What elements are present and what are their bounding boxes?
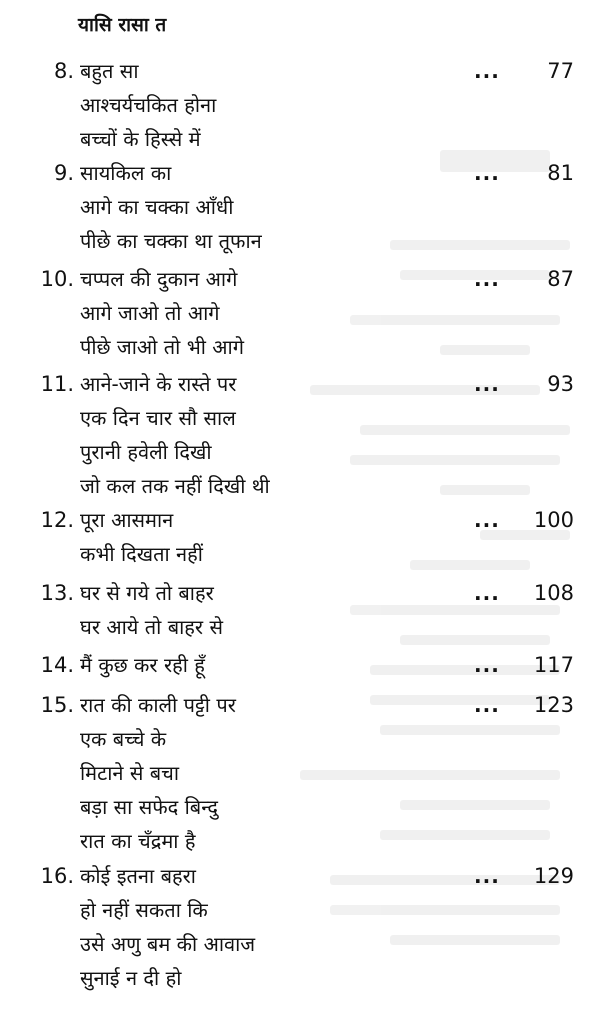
entry-number: 16. [40,864,74,888]
entry-number: 9. [53,161,74,185]
title-line: पूरा आसमान [80,508,174,532]
dot-leader: ... [474,864,500,888]
entry-title [80,156,262,258]
title-line: रात की काली पट्टी पर [80,693,236,717]
title-line: उसे अणु बम की आवाज [80,932,256,956]
page-number: 93 [547,372,574,396]
dot-leader: ... [474,59,500,83]
title-line: पीछे जाओ तो भी आगे [80,335,244,359]
page-number: 117 [533,653,574,677]
dot-leader: ... [474,267,500,291]
entry-title [80,688,236,858]
running-head: यासि रासा त [78,14,167,36]
page-number: 123 [533,693,574,717]
title-line: घर आये तो बाहर से [80,615,223,639]
title-line: एक बच्चे के [80,727,167,751]
page-number: 129 [533,864,574,888]
entry-title [80,54,216,156]
entry-number: 8. [53,59,74,83]
page-number: 81 [547,161,574,185]
title-line: आने-जाने के रास्ते पर [80,372,237,396]
title-line: बड़ा सा सफेद बिन्दु [80,795,219,819]
title-line: आगे का चक्का आँधी [80,195,234,219]
entry-number: 12. [40,508,74,532]
dot-leader: ... [474,161,500,185]
title-line: रात का चँद्रमा है [80,829,196,853]
title-line: बच्चों के हिस्से में [80,127,201,151]
title-line: सुनाई न दी हो [80,966,182,990]
entry-title [80,367,270,503]
entry-number: 15. [40,693,74,717]
title-line: कभी दिखता नहीं [80,542,203,566]
title-line: चप्पल की दुकान आगे [80,267,238,291]
dot-leader: ... [474,508,500,532]
title-line: कोई इतना बहरा [80,864,196,888]
entry-number: 13. [40,581,74,605]
page-number: 108 [533,581,574,605]
title-line: बहुत सा [80,59,139,83]
entry-title [80,576,223,644]
title-line: हो नहीं सकता कि [80,898,208,922]
entry-title [80,859,255,995]
dot-leader: ... [474,693,500,717]
entry-number: 11. [40,372,74,396]
title-line: पीछे का चक्का था तूफान [80,229,262,253]
title-line: मैं कुछ कर रही हूँ [80,653,205,677]
title-line: जो कल तक नहीं दिखी थी [80,474,270,498]
title-line: आगे जाओ तो आगे [80,301,220,325]
dot-leader: ... [474,581,500,605]
entry-title [80,648,205,682]
title-line: एक दिन चार सौ साल [80,406,236,430]
dot-leader: ... [474,653,500,677]
title-line: आश्चर्यचकित होना [80,93,217,117]
title-line: सायकिल का [80,161,172,185]
page-number: 77 [547,59,574,83]
entry-number: 14. [40,653,74,677]
entry-title [80,503,203,571]
page-number: 87 [547,267,574,291]
show-through [290,140,590,960]
entry-number: 10. [40,267,74,291]
title-line: पुरानी हवेली दिखी [80,440,212,464]
title-line: घर से गये तो बाहर [80,581,214,605]
title-line: मिटाने से बचा [80,761,180,785]
entry-title [80,262,244,364]
page-number: 100 [533,508,574,532]
dot-leader: ... [474,372,500,396]
